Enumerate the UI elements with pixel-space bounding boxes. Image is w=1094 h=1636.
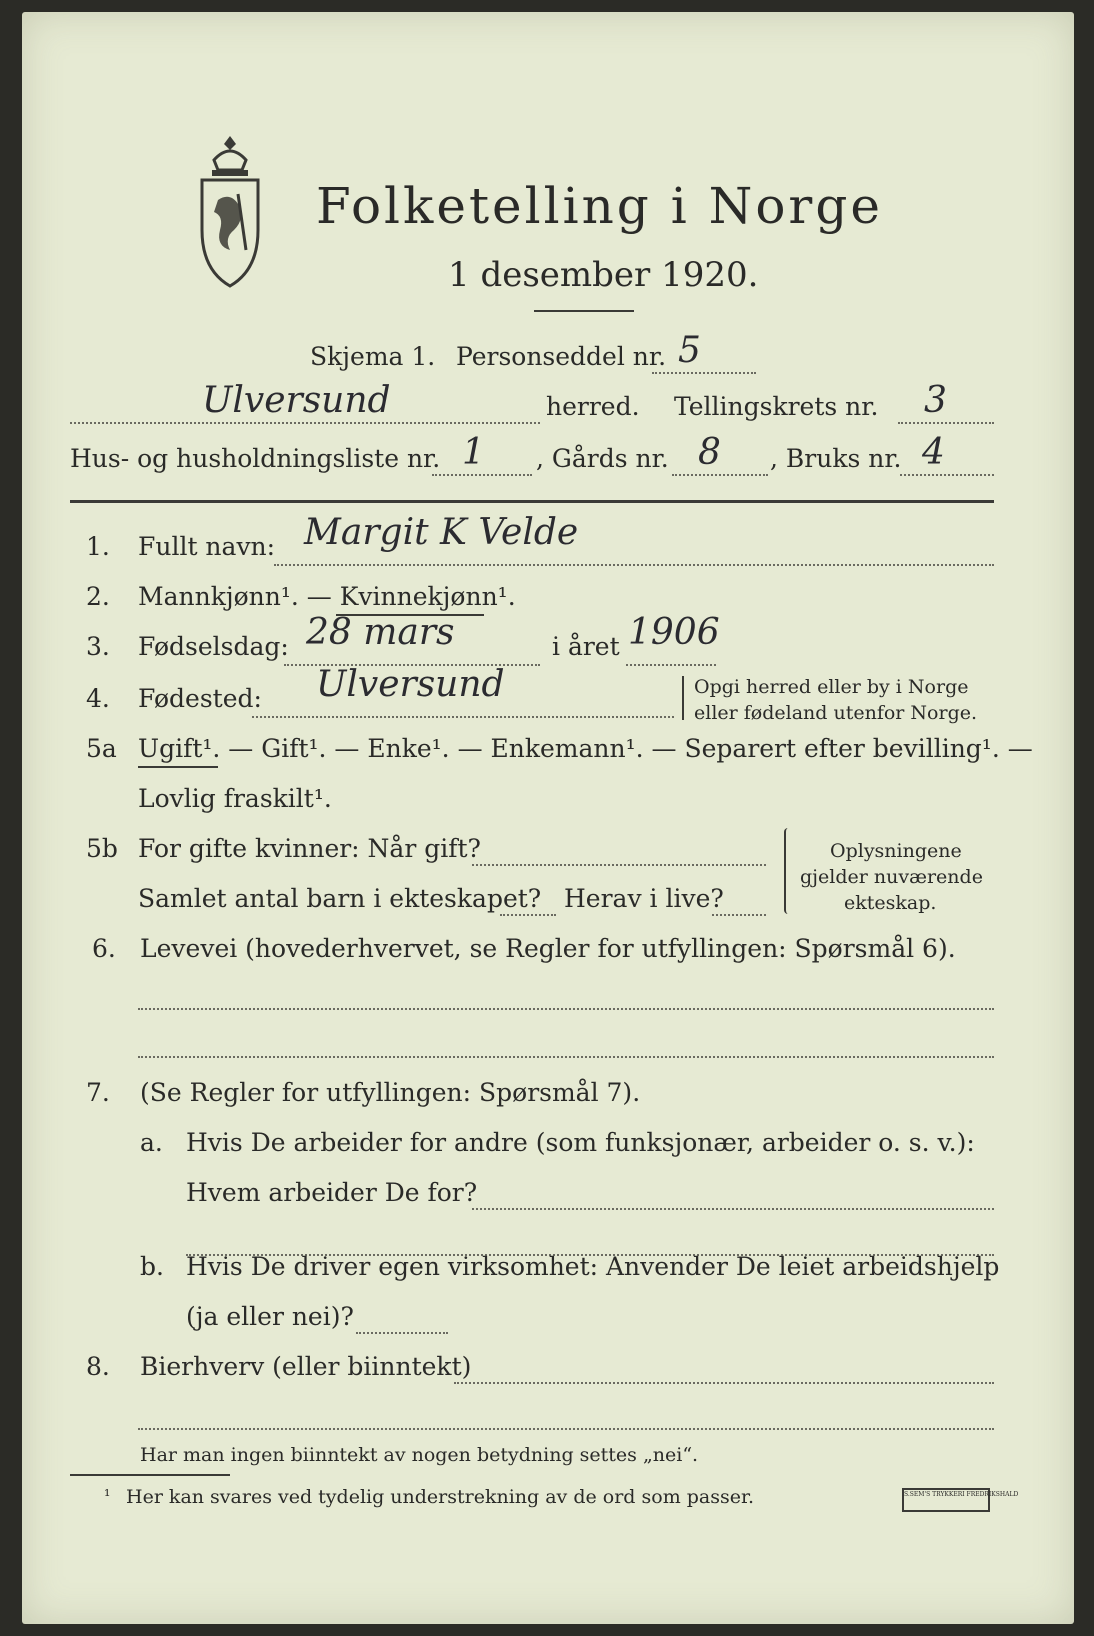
q1-line: [274, 564, 994, 566]
herred-value: Ulversund: [202, 380, 391, 421]
hus-line: [432, 474, 532, 476]
skjema-label: Skjema 1.: [310, 342, 436, 371]
tellingskrets-label: Tellingskrets nr.: [674, 392, 879, 421]
herred-line: [70, 422, 540, 424]
personseddel-line: [652, 372, 756, 374]
herred-label: herred.: [546, 392, 640, 421]
q7-label: (Se Regler for utfyllingen: Spørsmål 7).: [140, 1078, 641, 1107]
hus-label: Hus- og husholdningsliste nr.: [70, 444, 441, 473]
q5b-line2a: Samlet antal barn i ekteskapet?: [138, 884, 542, 913]
coat-of-arms-emblem: [194, 130, 266, 290]
q7a-line: [472, 1208, 994, 1210]
q4-label: Fødested:: [138, 684, 262, 713]
printer-stamp: S.SEM'S TRYKKERI FREDRIKSHALD: [902, 1488, 990, 1512]
q5b-note-brace: [784, 828, 792, 914]
q5a-line2: Lovlig fraskilt¹.: [138, 784, 332, 813]
q5b-live-line: [712, 914, 766, 916]
q1-number: 1.: [86, 532, 110, 561]
q5b-gift-line: [472, 864, 766, 866]
q8-line-extra: [138, 1428, 994, 1430]
footnote-mark: ¹: [104, 1486, 111, 1505]
q5b-line1: For gifte kvinner: Når gift?: [138, 834, 481, 863]
q3-label: Fødselsdag:: [138, 632, 289, 661]
title-divider: [534, 310, 634, 312]
q6-line1: [138, 1008, 994, 1010]
q5b-line2b: Herav i live?: [564, 884, 724, 913]
q5b-number: 5b: [86, 834, 118, 863]
bruks-line: [900, 474, 994, 476]
q7a-line2: Hvem arbeider De for?: [186, 1178, 478, 1207]
q2-label: Mannkjønn¹. — Kvinnekjønn¹.: [138, 582, 516, 611]
q7-number: 7.: [86, 1078, 110, 1107]
footnote-divider: [70, 1474, 230, 1476]
header-divider: [70, 500, 994, 503]
gards-line: [672, 474, 768, 476]
q5a-line1: Ugift¹. — Gift¹. — Enke¹. — Enkemann¹. — Separert efter bevilling¹. —: [138, 734, 1033, 763]
q8-number: 8.: [86, 1352, 110, 1381]
q3-year-line: [626, 664, 716, 666]
q3-value: 28 mars: [306, 612, 455, 653]
tellingskrets-line: [898, 422, 994, 424]
q4-value: Ulversund: [316, 664, 505, 705]
footnote-text: Her kan svares ved tydelig understrekning av de ord som passer.: [126, 1486, 755, 1508]
gards-label: , Gårds nr.: [536, 444, 669, 473]
form-date: 1 desember 1920.: [448, 255, 759, 295]
bruks-label: , Bruks nr.: [770, 444, 902, 473]
q7b-line1: Hvis De driver egen virksomhet: Anvender De leiet arbeidshjelp: [186, 1252, 1000, 1281]
q8-line: [454, 1382, 994, 1384]
q1-value: Margit K Velde: [304, 512, 579, 553]
q7a-letter: a.: [140, 1128, 163, 1157]
q6-line2: [138, 1056, 994, 1058]
q2-number: 2.: [86, 582, 110, 611]
q8-label: Bierhverv (eller biinntekt): [140, 1352, 472, 1381]
q4-line: [252, 716, 674, 718]
q7b-letter: b.: [140, 1252, 164, 1281]
q6-number: 6.: [92, 934, 116, 963]
q3-year-label: i året: [552, 632, 620, 661]
gards-value: 8: [698, 432, 721, 473]
q4-note-brace: [682, 676, 688, 720]
tellingskrets-value: 3: [924, 380, 947, 421]
q7b-line: [356, 1332, 448, 1334]
form-title: Folketelling i Norge: [316, 177, 883, 235]
q4-number: 4.: [86, 684, 110, 713]
q8-note: Har man ingen biinntekt av nogen betydning settes „nei“.: [140, 1444, 699, 1466]
q1-label: Fullt navn:: [138, 532, 276, 561]
q3-year-value: 1906: [628, 612, 720, 653]
q5b-note-line1: Oplysningene: [830, 840, 962, 862]
q4-note-line2: eller fødeland utenfor Norge.: [694, 702, 978, 724]
q4-note-line1: Opgi herred eller by i Norge: [694, 676, 969, 698]
q5b-barn-line: [500, 914, 556, 916]
personseddel-value: 5: [678, 330, 701, 371]
q5a-ugift-underline: [138, 766, 218, 768]
census-form-page: [22, 12, 1074, 1624]
q7b-line2: (ja eller nei)?: [186, 1302, 354, 1331]
q7a-line1: Hvis De arbeider for andre (som funksjonær, arbeider o. s. v.):: [186, 1128, 975, 1157]
q5b-note-line2: gjelder nuværende: [800, 866, 983, 888]
q5a-number: 5a: [86, 734, 117, 763]
bruks-value: 4: [922, 432, 945, 473]
hus-value: 1: [462, 432, 485, 473]
q3-number: 3.: [86, 632, 110, 661]
q5b-note-line3: ekteskap.: [844, 892, 937, 914]
q6-label: Levevei (hovederhvervet, se Regler for utfyllingen: Spørsmål 6).: [140, 934, 956, 963]
personseddel-label: Personseddel nr.: [456, 342, 667, 371]
